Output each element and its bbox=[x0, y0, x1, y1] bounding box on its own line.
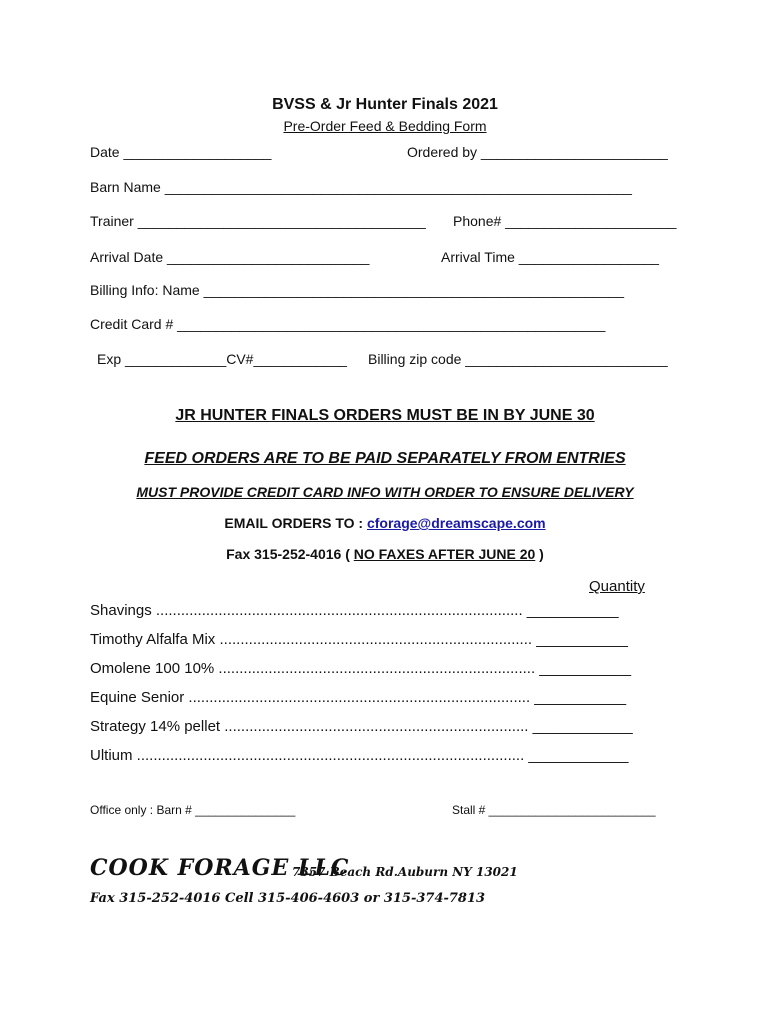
item-strategy[interactable]: Strategy 14% pellet ......................................................................... ____________ bbox=[90, 718, 633, 735]
ordered-by-field[interactable]: Ordered by ________________________ bbox=[407, 144, 668, 160]
arrival-time-field[interactable]: Arrival Time __________________ bbox=[441, 249, 659, 265]
company-address: 7357 Beach Rd.Auburn NY 13021 bbox=[292, 865, 518, 879]
arrival-date-field[interactable]: Arrival Date __________________________ bbox=[90, 249, 370, 265]
item-ultium[interactable]: Ultium ............................................................................................. ____________ bbox=[90, 747, 629, 764]
email-label: EMAIL ORDERS TO : bbox=[224, 515, 367, 531]
fax-label: Fax 315-252-4016 ( bbox=[226, 546, 354, 562]
item-omolene[interactable]: Omolene 100 10% ............................................................................ ___________ bbox=[90, 660, 632, 677]
office-barn-field[interactable]: Office only : Barn # _______________ bbox=[90, 803, 296, 817]
billing-name-field[interactable]: Billing Info: Name ______________________________________________________ bbox=[90, 282, 625, 298]
item-timothy-alfalfa[interactable]: Timothy Alfalfa Mix ........................................................................... ___________ bbox=[90, 631, 628, 648]
fax-deadline: NO FAXES AFTER JUNE 20 bbox=[353, 546, 536, 562]
quantity-header: Quantity bbox=[589, 578, 645, 595]
office-stall-field[interactable]: Stall # _________________________ bbox=[452, 803, 656, 817]
email-link[interactable]: cforage@dreamscape.com bbox=[366, 515, 546, 531]
credit-card-field[interactable]: Credit Card # _______________________________________________________ bbox=[90, 316, 606, 332]
item-shavings[interactable]: Shavings ........................................................................................ ___________ bbox=[90, 602, 619, 619]
trainer-field[interactable]: Trainer _____________________________________ bbox=[90, 213, 426, 229]
paid-separately-notice: FEED ORDERS ARE TO BE PAID SEPARATELY FROM ENTRIES bbox=[144, 450, 626, 467]
fax-line bbox=[0, 546, 770, 562]
phone-field[interactable]: Phone# ______________________ bbox=[453, 213, 677, 229]
item-equine-senior[interactable]: Equine Senior .................................................................................. ___________ bbox=[90, 689, 627, 706]
company-contact: Fax 315-252-4016 Cell 315-406-4603 or 315-374-7813 bbox=[90, 891, 486, 906]
email-line bbox=[0, 515, 770, 531]
billing-zip-field[interactable]: Billing zip code __________________________ bbox=[368, 351, 668, 367]
barn-name-field[interactable]: Barn Name ____________________________________________________________ bbox=[90, 179, 632, 195]
fax-suffix: ) bbox=[535, 546, 544, 562]
company-name: COOK FORAGE LLC bbox=[90, 855, 350, 881]
form-subtitle: Pre-Order Feed & Bedding Form bbox=[283, 118, 487, 134]
credit-card-notice: MUST PROVIDE CREDIT CARD INFO WITH ORDER TO ENSURE DELIVERY bbox=[136, 484, 634, 500]
date-field[interactable]: Date ___________________ bbox=[90, 144, 272, 160]
exp-cvv-field[interactable]: Exp _____________CV#____________ bbox=[97, 351, 347, 367]
deadline-notice: JR HUNTER FINALS ORDERS MUST BE IN BY JUNE 30 bbox=[175, 407, 595, 424]
form-title: BVSS & Jr Hunter Finals 2021 bbox=[272, 96, 498, 113]
